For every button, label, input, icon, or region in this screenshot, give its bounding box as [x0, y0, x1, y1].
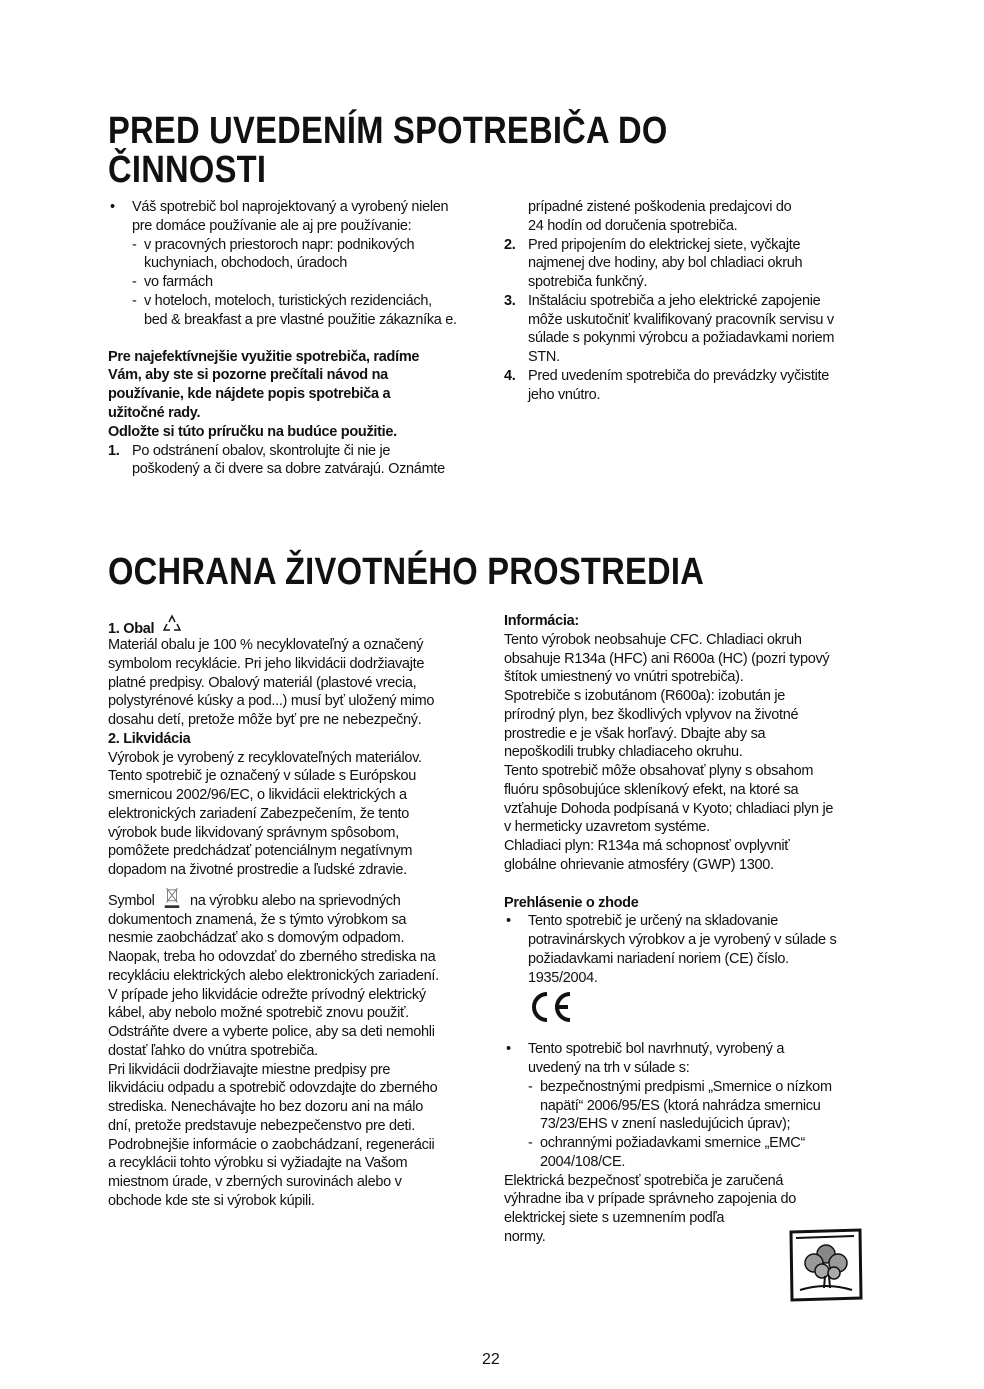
text-line-content: môže uskutočniť kvalifikovaný pracovník servisu v: [528, 311, 834, 328]
text-line: [108, 1173, 439, 1192]
sub-item: [132, 236, 457, 274]
text-line: [132, 217, 448, 236]
text-line: [132, 442, 445, 461]
text-line: [528, 311, 834, 330]
text-line: [108, 636, 439, 655]
dash-marker: -: [132, 274, 137, 290]
packaging-heading: [108, 614, 439, 636]
text-line-content: Pre najefektívnejšie využitie spotrebiča, radíme: [108, 348, 420, 365]
title-line: ČINNOSTI: [108, 149, 267, 191]
text-line-content: 24 hodín od doručenia spotrebiča.: [528, 217, 738, 234]
text-line: [540, 1134, 836, 1153]
text-line-content: súlade s pokynmi výrobcu a požiadavkami noriem: [528, 330, 835, 347]
step-3: [504, 292, 834, 367]
text-line: [504, 743, 833, 762]
advice-bold-text: [108, 348, 419, 442]
text-line-content: dní, pretože predstavuje nebezpečenstvo pre deti.: [108, 1117, 415, 1134]
text-line-content: štítok umiestnený vo vnútri spotrebiča).: [504, 669, 744, 686]
bullet-marker: •: [110, 199, 115, 215]
step-text: [504, 367, 834, 405]
text-line: [108, 805, 439, 824]
text-line: [540, 1097, 836, 1116]
text-line: [540, 1153, 836, 1172]
text-line-content: jeho vnútro.: [528, 386, 601, 403]
text-line-content: požiadavkami nariadení noriem (CE) číslo.: [528, 950, 789, 967]
crossed-bin-icon: [162, 886, 182, 904]
text-line: [504, 1209, 836, 1228]
text-line: [108, 1136, 439, 1155]
ce-mark: [504, 987, 836, 1040]
text-line-content: vzťahuje Dohoda podpísaná v Kyoto; chladiaci plyn je: [504, 800, 834, 817]
dash-marker: -: [132, 292, 137, 309]
text-line-content: Chladiaci plyn: R134a má schopnosť ovplyvniť: [504, 838, 790, 854]
text-line: [504, 1172, 836, 1191]
sub-item: [132, 273, 457, 292]
conformity-section: [504, 894, 836, 1247]
text-line: [108, 404, 419, 423]
text-line: [504, 818, 833, 837]
text-line-content: výhradne iba v prípade správneho zapojenia do: [504, 1191, 797, 1208]
step-1-continued: [528, 198, 791, 236]
text-line: [504, 1190, 836, 1209]
text-line-content: Tento spotrebič bol navrhnutý, vyrobený a: [528, 1041, 785, 1058]
bullet-marker: •: [506, 913, 511, 930]
text-line-content: výrobok bude likvidovaný správnym spôsobom,: [108, 824, 399, 841]
dash-marker: -: [528, 1135, 533, 1151]
text-line: [108, 929, 439, 948]
text-line: [528, 348, 834, 367]
text-line: [108, 366, 419, 385]
text-line: [108, 986, 439, 1005]
dash-marker: -: [528, 1078, 533, 1095]
text-line-content: 2004/108/CE.: [540, 1153, 626, 1170]
text-line-content: poškodený a či dvere sa dobre zatvárajú. Oznámte: [132, 461, 445, 478]
text-line-content: bed & breakfast a pre vlastné použitie zákazníka e.: [144, 311, 457, 328]
text-line: [108, 967, 439, 986]
text-line: [528, 236, 834, 255]
text-line: [108, 692, 439, 711]
intro-bullet: [108, 198, 448, 236]
text-line: [504, 781, 833, 800]
text-line-content: 73/23/EHS v znení nasledujúcich úprav);: [540, 1116, 791, 1133]
text-line-content: polystyrénové kúsky a pod...) musí byť uložený mimo: [108, 693, 435, 710]
text-line: [108, 423, 419, 442]
text-line-content: Pred uvedením spotrebiča do prevádzky vyčistite: [528, 367, 830, 384]
step-2: [504, 236, 834, 292]
text-line: [504, 706, 833, 725]
text-line-content: normy.: [504, 1228, 546, 1245]
text-line: [540, 1078, 836, 1097]
text-line: [108, 842, 439, 861]
conformity-heading: Prehlásenie o zhode: [504, 894, 639, 911]
info-heading: Informácia:: [504, 613, 579, 629]
text-line: [132, 460, 445, 479]
text-line: [144, 273, 457, 292]
text-line-content: strediska. Nenechávajte ho bez dozoru ani na málo: [108, 1099, 423, 1115]
step-number: 2.: [504, 236, 516, 253]
bullet-text: [108, 198, 448, 236]
step-4: [504, 367, 834, 405]
text-line: [108, 674, 439, 693]
text-line: [528, 950, 836, 969]
text-line: [108, 1192, 439, 1211]
text-line: [528, 1059, 836, 1078]
text-line: [528, 1040, 836, 1059]
text-line: [144, 236, 457, 255]
text-line-content: elektronických zariadení Zabezpečením, že tento: [108, 805, 410, 822]
text-line-content: vo farmách: [144, 274, 213, 290]
text-line-content: a recyklácii tohto výrobku si vyžiadajte na Vašom: [108, 1155, 408, 1172]
page-number: 22: [482, 1351, 500, 1368]
text-line-content: V prípade jeho likvidácie odrežte prívodný elektrický: [108, 986, 426, 1003]
text-line: [108, 824, 439, 843]
text-line: [504, 725, 833, 744]
text-line-content: Pri likvidácii dodržiavajte miestne predpisy pre: [108, 1061, 391, 1078]
text-line-content: fluóru spôsobujúce skleníkový efekt, na ktoré sa: [504, 781, 799, 798]
text-line: [108, 1154, 439, 1173]
text-line: [108, 1079, 439, 1098]
text-line-content: užitočné rady.: [108, 404, 201, 421]
symbol-line: [108, 892, 439, 911]
title-line: PRED UVEDENÍM SPOTREBIČA DO: [108, 110, 668, 152]
text-line: [108, 1098, 439, 1117]
text-line: [108, 711, 439, 730]
text-line-content: Vám, aby ste si pozorne prečítali návod na: [108, 367, 388, 384]
directive-item: [528, 1078, 836, 1134]
sub-item: [528, 1134, 836, 1172]
text-line: [528, 912, 836, 931]
text-line-content: obchode kde ste si výrobok kúpili.: [108, 1192, 315, 1209]
text-line-content: likvidáciu odpadu a spotrebič odovzdajte do zberného: [108, 1080, 438, 1097]
text-line: [528, 969, 836, 988]
text-line-content: Naopak, treba ho odovzdať do zberného strediska na: [108, 949, 436, 965]
step-number: 3.: [504, 292, 516, 309]
text-line: [528, 198, 791, 217]
disposal-text: [108, 749, 439, 880]
text-line-content: Po odstránení obalov, skontrolujte či nie je: [132, 442, 391, 459]
text-line: [504, 837, 833, 856]
section-title: [108, 112, 668, 189]
text-line-content: globálne ohrievanie atmosféry (GWP) 1300.: [504, 856, 774, 873]
conformity-bullet-1: [504, 912, 836, 987]
directive-item: [528, 1134, 836, 1172]
step-text: [108, 442, 445, 480]
text-line-content: v hermeticky uzavretom systéme.: [504, 819, 710, 836]
text-line-content: v hoteloch, moteloch, turistických rezidenciách,: [144, 292, 432, 309]
packaging-section: [108, 614, 439, 1211]
text-line-content: Tento výrobok neobsahuje CFC. Chladiaci okruh: [504, 631, 802, 648]
text-line: [528, 931, 836, 950]
text-line: [504, 650, 833, 669]
text-line: [132, 198, 448, 217]
text-line: [108, 1117, 439, 1136]
sub-item: [132, 292, 457, 330]
text-line-content: prípadné zistené poškodenia predajcovi do: [528, 199, 792, 215]
text-line-content: Elektrická bezpečnosť spotrebiča je zaručená: [504, 1172, 784, 1189]
text-line: [144, 254, 457, 273]
symbol-word: Symbol: [108, 892, 155, 909]
text-line: [504, 856, 833, 875]
text-line: [504, 687, 833, 706]
text-line-content: spotrebiča funkčný.: [528, 274, 648, 290]
information-section: [504, 612, 833, 875]
dash-marker: -: [132, 236, 137, 253]
text-line-content: Tento spotrebič môže obsahovať plyny s obsahom: [504, 763, 814, 779]
text-line-content: Inštaláciu spotrebiča a jeho elektrické zapojenie: [528, 292, 821, 309]
text-line-content: platné predpisy. Obalový materiál (plastové vrecia,: [108, 674, 417, 691]
text-line-content: miestnom úrade, v zberných surovinách alebo v: [108, 1174, 402, 1190]
text-line-content: dosahu detí, pretože môže byť pre ne nebezpečný.: [108, 712, 422, 728]
text-line-content: elektrickej siete s uzemnením podľa: [504, 1210, 725, 1226]
symbol-text: na výrobku alebo na sprievodných: [190, 892, 401, 909]
text-line-content: napätí“ 2006/95/ES (ktorá nahrádza smernicu: [540, 1097, 821, 1114]
text-line: [108, 348, 419, 367]
text-line-content: používanie, kde nájdete popis spotrebiča a: [108, 386, 391, 402]
text-line: [528, 367, 834, 386]
text-line: [528, 292, 834, 311]
bullet-marker: •: [506, 1041, 511, 1058]
text-line: [528, 386, 834, 405]
text-line: [108, 1061, 439, 1080]
text-line-content: pre domáce používanie ale aj pre používanie:: [132, 217, 412, 234]
steps-list: [504, 236, 834, 405]
text-line-content: Spotrebiče s izobutánom (R600a): izobután je: [504, 688, 785, 704]
text-line-content: kábel, aby nebolo možné spotrebič znovu použiť.: [108, 1005, 409, 1022]
text-line-content: v pracovných priestoroch napr: podnikových: [144, 236, 415, 253]
symbol-explanation: [108, 911, 439, 1211]
step-text: [504, 236, 834, 292]
text-line-content: nepoškodili trubky chladiaceho okruhu.: [504, 744, 743, 761]
text-line-content: Tento spotrebič je označený v súlade s Európskou: [108, 768, 417, 785]
text-line-content: Materiál obalu je 100 % necyklovateľný a označený: [108, 637, 424, 653]
text-line-content: ochrannými požiadavkami smernice „EMC“: [540, 1135, 805, 1151]
text-line: [108, 655, 439, 674]
text-line: [108, 385, 419, 404]
text-line-content: Tento spotrebič je určený na skladovanie: [528, 913, 778, 930]
text-line: [144, 292, 457, 311]
step-number: 1.: [108, 442, 120, 459]
conformity-bullet-2: [504, 1040, 836, 1078]
text-line-content: STN.: [528, 349, 560, 365]
text-line: [504, 631, 833, 650]
ce-mark-icon: [528, 990, 574, 1024]
text-line: [108, 1004, 439, 1023]
text-line-content: Odložte si túto príručku na budúce použitie.: [108, 423, 397, 440]
disposal-heading: 2. Likvidácia: [108, 730, 191, 747]
step-number: 4.: [504, 367, 516, 384]
text-line-content: prírodný plyn, bez škodlivých vplyvov na životné: [504, 706, 799, 723]
text-line-content: Podrobnejšie informácie o zaobchádzaní, regenerácii: [108, 1136, 435, 1153]
text-line: [108, 1023, 439, 1042]
text-line: [528, 273, 834, 292]
text-line: [504, 800, 833, 819]
electrical-safety-text: [504, 1172, 836, 1247]
environment-tree-logo: [788, 1228, 864, 1307]
bullet-text: [504, 1040, 836, 1078]
info-text: [504, 631, 833, 875]
text-line-content: najmenej dve hodiny, aby bol chladiaci okruh: [528, 255, 803, 272]
text-line: [108, 911, 439, 930]
text-line-content: Váš spotrebič bol naprojektovaný a vyrobený nielen: [132, 199, 449, 215]
section-title: OCHRANA ŽIVOTNÉHO PROSTREDIA: [108, 551, 705, 593]
text-line: [108, 861, 439, 880]
text-line-content: bezpečnostnými predpismi „Smernice o nízkom: [540, 1078, 832, 1095]
text-line: [108, 948, 439, 967]
step-1: [108, 442, 445, 480]
sub-item: [528, 1078, 836, 1134]
step-text: [504, 292, 834, 367]
text-line-content: dostať ľahko do vnútra spotrebiča.: [108, 1042, 318, 1059]
text-line-content: recykláciu elektrických alebo elektronických zariadení.: [108, 967, 439, 984]
text-line: [528, 217, 791, 236]
text-line: [528, 254, 834, 273]
text-line: [528, 329, 834, 348]
text-line: [108, 767, 439, 786]
text-line-content: pomôžete predchádzať potenciálnym negatívnym: [108, 843, 413, 860]
text-line-content: nesmie zaobchádzať ako s domovým odpadom.: [108, 930, 405, 947]
text-line-content: prostredie e je však horľavý. Dbajte aby sa: [504, 725, 766, 742]
packaging-text: [108, 636, 439, 730]
text-line-content: dokumentoch znamená, že s týmto výrobkom sa: [108, 911, 407, 928]
text-line-content: dopadom na životné prostredie a ľudské zdravie.: [108, 862, 407, 878]
text-line-content: Výrobok je vyrobený z recyklovateľných materiálov.: [108, 749, 422, 766]
text-line-content: symbolom recyklácie. Pri jeho likvidácii dodržiavajte: [108, 655, 425, 672]
text-line-content: kuchyniach, obchodoch, úradoch: [144, 255, 348, 272]
text-line: [504, 762, 833, 781]
text-line: [504, 668, 833, 687]
text-line-content: 1935/2004.: [528, 969, 598, 986]
text-line: [108, 786, 439, 805]
text-line-content: potravinárskych výrobkov a je vyrobený v súlade s: [528, 932, 837, 948]
text-line: [504, 1228, 836, 1247]
text-line: [108, 749, 439, 768]
text-line-content: Odstráňte dvere a vyberte police, aby sa deti nemohli: [108, 1024, 435, 1040]
bullet-text: [504, 912, 836, 987]
text-line: [108, 1042, 439, 1061]
text-line-content: obsahuje R134a (HFC) ani R600a (HC) (pozri typový: [504, 650, 830, 667]
text-line: [144, 311, 457, 330]
heading-text: 1. Obal: [108, 621, 155, 637]
text-line-content: uvedený na trh v súlade s:: [528, 1060, 690, 1076]
text-line: [540, 1115, 836, 1134]
text-line-content: smernicou 2002/96/EC, o likvidácii elektrických a: [108, 787, 407, 803]
text-line-content: Pred pripojením do elektrickej siete, vyčkajte: [528, 236, 801, 253]
usage-list: [132, 236, 457, 330]
